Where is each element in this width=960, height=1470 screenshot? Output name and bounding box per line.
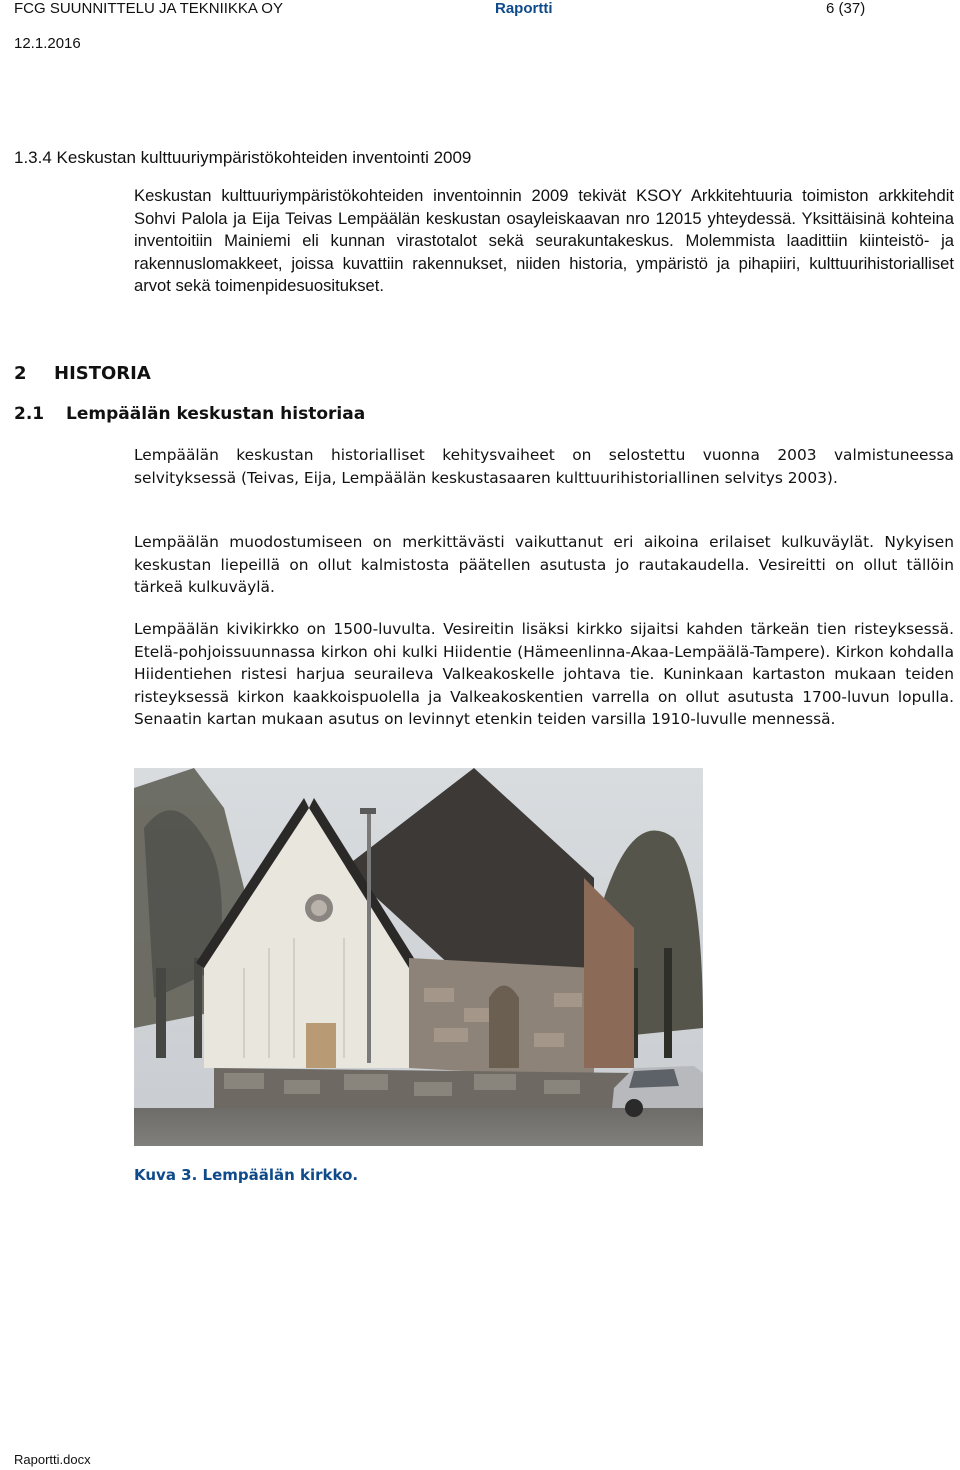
heading-historia bbox=[14, 363, 151, 384]
heading-text: HISTORIA bbox=[54, 363, 151, 384]
header-doc-type: Raportti bbox=[495, 0, 553, 17]
header-company: FCG SUUNNITTELU JA TEKNIIKKA OY bbox=[14, 0, 283, 17]
heading-number: 2.1 bbox=[14, 404, 45, 424]
heading-number: 2 bbox=[14, 363, 27, 384]
section-1-3-4-title: 1.3.4 Keskustan kulttuuriympäristökohteiden inventointi 2009 bbox=[14, 148, 472, 167]
figure-caption: Kuva 3. Lempäälän kirkko. bbox=[134, 1166, 359, 1184]
lamp-post bbox=[367, 813, 371, 1063]
heading-text: Lempäälän keskustan historiaa bbox=[66, 404, 366, 424]
gothic-window bbox=[489, 986, 519, 1069]
header-page-number: 6 (37) bbox=[826, 0, 866, 17]
heading-keskustan-historiaa bbox=[14, 404, 365, 424]
door bbox=[306, 1023, 336, 1068]
section-1-3-4-body: Keskustan kulttuuriympäristökohteiden inventoinnin 2009 tekivät KSOY Arkkitehtuuria toimiston arkkitehdit Sohvi Palola ja Eija Teivas Lempäälän keskustan osayleiskaavan nro 12015 yhteydessä. Yksittäisinä kohteina inventoitiin Mainiemi eli kunnan virastotalot sekä seurakuntakeskus. Molemmista laadittiin kiinteistö- ja rakennuslomakkeet, joissa kuvattiin rakennukset, niiden historia, ympäristö ja pihapiiri, kulttuurihistorialliset arvot sekä toimenpidesuositukset. bbox=[134, 186, 954, 295]
church-photo bbox=[134, 768, 703, 1146]
paragraph-2: Lempäälän muodostumiseen on merkittävästi vaikuttanut eri aikoina erilaiset kulkuväylät. Nykyisen keskustan liepeillä on ollut kalmistosta päätellen asutusta jo rautakaudella. Vesireitti on ollut tällöin tärkeä kulkuväylä. bbox=[134, 533, 954, 596]
paragraph-3: Lempäälän kivikirkko on 1500-luvulta. Vesireitin lisäksi kirkko sijaitsi kahden tärkeän tien risteyksessä. Etelä-pohjoissuunnassa kirkon ohi kulki Hiidentie (Hämeenlinna-Akaa-Lempäälä-Tampere). Kirkon kohdalla Hiidentiehen ristesi harjua seuraileva Valkeakoskelle johtava tie. Kuninkaan kartaston mukaan teiden risteyksessä kirkon kaakkoispuolella ja Valkeakoskentien varrella on ollut asutusta 1700-luvun lopulla. Senaatin kartan mukaan asutus on levinnyt etenkin teiden varsilla 1910-luvulle mennessä. bbox=[134, 620, 954, 728]
road bbox=[134, 1108, 703, 1146]
paragraph-1: Lempäälän keskustan historialliset kehitysvaiheet on selostettu vuonna 2003 valmistuneessa selvityksessä (Teivas, Eija, Lempäälän keskustasaaren kulttuurihistoriallinen selvitys 2003). bbox=[134, 446, 954, 487]
footer-filename: Raportti.docx bbox=[14, 1452, 91, 1467]
header-date: 12.1.2016 bbox=[14, 35, 81, 52]
